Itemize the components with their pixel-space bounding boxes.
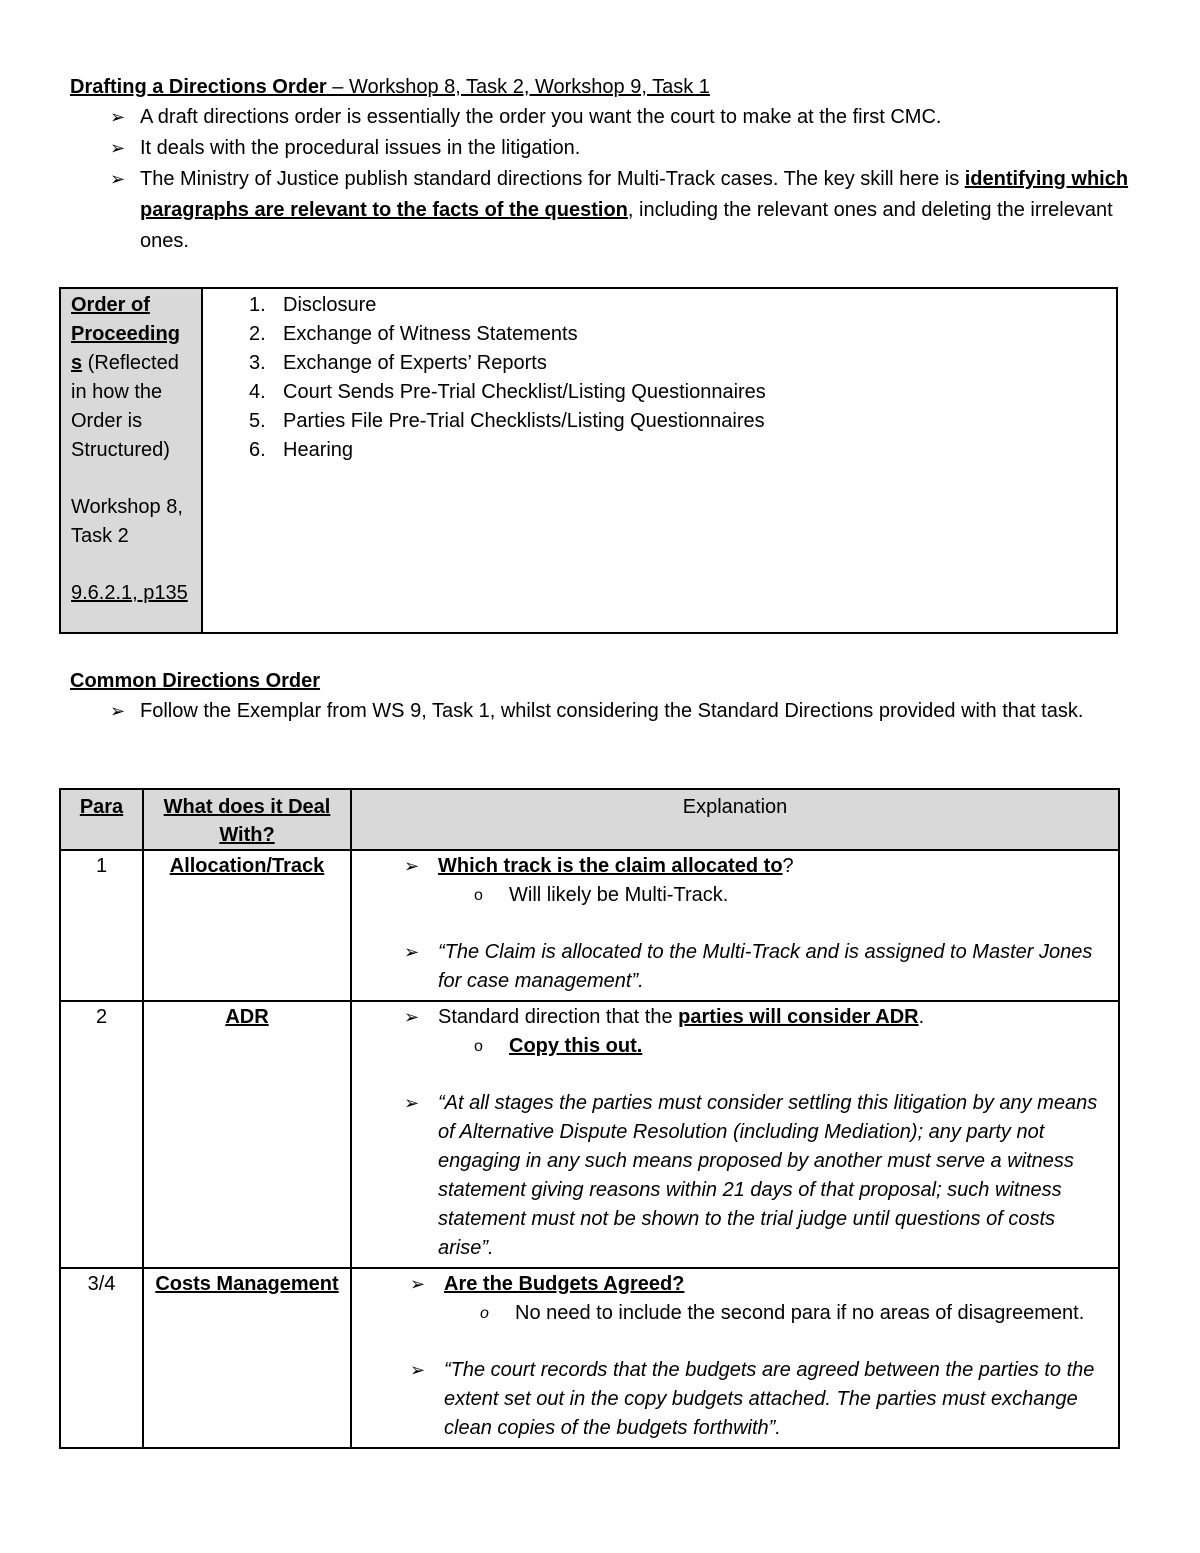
directions-table bbox=[59, 788, 1120, 1449]
side-ref-workshop: Workshop 8, Task 2 bbox=[71, 496, 183, 547]
list-item: 3. Exchange of Experts’ Reports bbox=[249, 352, 547, 374]
table-row bbox=[60, 1001, 1119, 1268]
row-what: Allocation/Track bbox=[143, 850, 351, 1001]
intro-bullet-2: ➢ It deals with the procedural issues in the litigation. bbox=[70, 133, 1140, 164]
row-para: 2 bbox=[60, 1001, 143, 1268]
list-item: 5. Parties File Pre-Trial Checklists/Listing Questionnaires bbox=[249, 410, 765, 432]
proceedings-side-cell bbox=[60, 288, 202, 633]
header-explanation: Explanation bbox=[351, 789, 1119, 850]
proceedings-list bbox=[203, 291, 1116, 465]
row-what: Costs Management bbox=[143, 1268, 351, 1448]
side-heading: Order of Proceeding s bbox=[71, 294, 180, 374]
arrowhead-bullet-icon: ➢ bbox=[404, 942, 420, 962]
arrowhead-bullet-icon: ➢ bbox=[404, 1093, 420, 1113]
arrowhead-bullet-icon: ➢ bbox=[404, 856, 420, 876]
row-para: 1 bbox=[60, 850, 143, 1001]
header-what: What does it Deal With? bbox=[143, 789, 351, 850]
intro-bullet-1: ➢ A draft directions order is essentially the order you want the court to make at the first CMC. bbox=[70, 102, 1140, 133]
row-explanation: ➢ Standard direction that the parties will consider ADR. o Copy this out. ➢ “At all stages the parties must consider settling this litigation by any means of Alternative Dispute Resolution (including Mediation); any party not engaging in any such means proposed by another must serve a witness statement giving reasons within 21 days of that proposal; such witness statement must not be shown to the trial judge until questions of costs arise”. bbox=[351, 1001, 1119, 1268]
arrowhead-bullet-icon: ➢ bbox=[110, 138, 126, 158]
list-item: 6. Hearing bbox=[249, 439, 354, 461]
intro-bullet-3: ➢ The Ministry of Justice publish standard directions for Multi-Track cases. The key skill here is identifying which paragraphs are relevant to the facts of the question, including the relevant ones and deleting the irrelevant ones. bbox=[70, 164, 1140, 257]
circle-bullet-icon: o bbox=[480, 1305, 489, 1322]
side-note: (Reflected in how the Order is Structured) bbox=[71, 352, 179, 461]
list-item: 2. Exchange of Witness Statements bbox=[249, 323, 578, 345]
intro-bullets bbox=[70, 102, 1140, 257]
arrowhead-bullet-icon: ➢ bbox=[110, 169, 126, 189]
arrowhead-bullet-icon: ➢ bbox=[404, 1007, 420, 1027]
header-para: Para bbox=[60, 789, 143, 850]
common-bullets bbox=[70, 696, 1140, 727]
circle-bullet-icon: o bbox=[474, 1038, 483, 1055]
table-row bbox=[60, 1268, 1119, 1448]
row-explanation: ➢ Are the Budgets Agreed? o No need to include the second para if no areas of disagreement. ➢ “The court records that the budgets are agreed between the parties to the extent set out in the copy budgets attached. The parties must exchange clean copies of the budgets forthwith”. bbox=[351, 1268, 1119, 1448]
title-main: Drafting a Directions Order bbox=[70, 76, 327, 98]
circle-bullet-icon: o bbox=[474, 887, 483, 904]
proceedings-list-cell bbox=[202, 288, 1117, 633]
arrowhead-bullet-icon: ➢ bbox=[110, 701, 126, 721]
table-row bbox=[60, 850, 1119, 1001]
row-what: ADR bbox=[143, 1001, 351, 1268]
row-para: 3/4 bbox=[60, 1268, 143, 1448]
arrowhead-bullet-icon: ➢ bbox=[410, 1360, 426, 1380]
page-title bbox=[70, 72, 710, 103]
list-item: 1. Disclosure bbox=[249, 294, 377, 316]
arrowhead-bullet-icon: ➢ bbox=[410, 1274, 426, 1294]
table-header-row bbox=[60, 789, 1119, 850]
common-directions-heading: Common Directions Order bbox=[70, 670, 321, 692]
common-bullet-1: ➢ Follow the Exemplar from WS 9, Task 1, whilst considering the Standard Directions provided with that task. bbox=[70, 696, 1140, 727]
side-ref-section: 9.6.2.1, p135 bbox=[71, 582, 188, 604]
order-of-proceedings-table bbox=[59, 287, 1118, 634]
row-explanation: ➢ Which track is the claim allocated to? o Will likely be Multi-Track. ➢ “The Claim is allocated to the Multi-Track and is assigned to Master Jones for case management”. bbox=[351, 850, 1119, 1001]
title-rest: – Workshop 8, Task 2, Workshop 9, Task 1 bbox=[326, 76, 710, 98]
list-item: 4. Court Sends Pre-Trial Checklist/Listing Questionnaires bbox=[249, 381, 766, 403]
arrowhead-bullet-icon: ➢ bbox=[110, 107, 126, 127]
